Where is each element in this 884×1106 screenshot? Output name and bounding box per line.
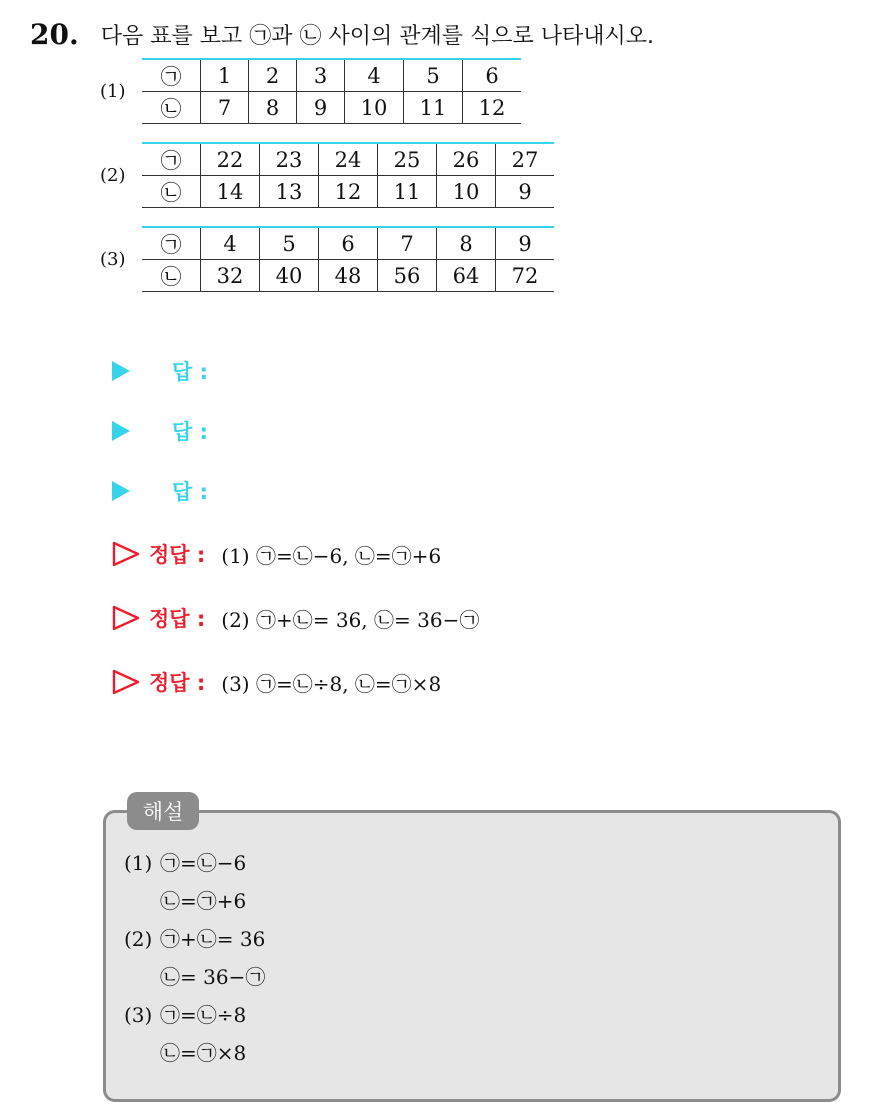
question-number: 20. [30,17,79,51]
table-cell: 2 [249,59,297,92]
table-cell: 8 [249,92,297,124]
table-cell: 9 [297,92,345,124]
table-cell: 48 [319,260,378,292]
table-row [142,227,554,260]
row-label-cell: ㉠ [142,59,201,92]
table-cell: 14 [201,176,260,208]
table-cell: 7 [201,92,249,124]
row-label-cell: ㉡ [160,264,182,289]
table-cell: 4 [201,227,260,260]
table-cell: 24 [319,143,378,176]
explanation-line [124,1000,246,1030]
table-row [142,59,521,92]
table-cell: 40 [260,260,319,292]
outline-triangle-icon [112,541,140,567]
explanation-title: 해설 [127,792,199,830]
table-cell: 7 [378,227,437,260]
table-cell: 72 [496,260,555,292]
value-table [142,142,554,208]
solution-row-2 [112,602,479,634]
table-row [142,143,554,176]
row-label-cell: ㉡ [160,96,182,121]
explanation-line-text: ㉠=㉡−6 [160,851,247,875]
answer-row-3 [112,476,208,506]
table-cell: 25 [378,143,437,176]
play-arrow-icon [112,421,130,441]
table-cell: 32 [201,260,260,292]
explanation-line [124,886,246,916]
explanation-line [124,962,265,992]
answer-label: 답 : [172,360,208,384]
table-cell: 5 [260,227,319,260]
table-cell: 27 [496,143,555,176]
table-cell: 12 [463,92,522,124]
explanation-line [124,848,246,878]
table-cell: 56 [378,260,437,292]
table-cell: 12 [319,176,378,208]
table-cell: 4 [345,59,404,92]
table-label: (3) [100,248,126,270]
explanation-line [124,924,265,954]
answer-row-1 [112,356,208,386]
value-table [142,58,521,124]
table-row [142,92,521,124]
table-cell: 3 [297,59,345,92]
table-cell: 9 [496,176,555,208]
answer-label: 답 : [172,420,208,444]
solution-label: 정답 : [149,543,206,567]
table-cell: 10 [437,176,496,208]
table-cell: 6 [463,59,522,92]
table-row [142,260,554,292]
explanation-line-text: ㉡=㉠+6 [160,889,247,913]
row-label-cell: ㉠ [142,227,201,260]
row-label-cell: ㉡ [160,180,182,205]
table-cell: 23 [260,143,319,176]
table-row [142,176,554,208]
explanation-line-text: ㉡= 36−㉠ [160,965,266,989]
table-cell: 5 [404,59,463,92]
outline-triangle-icon [112,605,140,631]
table-cell: 6 [319,227,378,260]
table-label: (2) [100,164,126,186]
solution-row-3 [112,666,441,698]
table-cell: 9 [496,227,555,260]
solution-label: 정답 : [149,607,206,631]
answer-row-2 [112,416,208,446]
row-label-cell: ㉠ [142,143,201,176]
play-arrow-icon [112,481,130,501]
explanation-line-label: (3) [124,1003,153,1027]
table-cell: 1 [201,59,249,92]
table-cell: 64 [437,260,496,292]
explanation-line-label: (2) [124,927,153,951]
table-cell: 11 [404,92,463,124]
table-cell: 10 [345,92,404,124]
solution-label: 정답 : [149,671,206,695]
explanation-line-text: ㉠=㉡÷8 [160,1003,247,1027]
solution-text: (3) ㉠=㉡÷8, ㉡=㉠×8 [221,671,442,696]
explanation-line-label: (1) [124,851,153,875]
table-cell: 13 [260,176,319,208]
solution-text: (2) ㉠+㉡= 36, ㉡= 36−㉠ [221,607,480,632]
value-table [142,226,554,292]
table-cell: 8 [437,227,496,260]
table-cell: 22 [201,143,260,176]
question-text: 다음 표를 보고 ㉠과 ㉡ 사이의 관계를 식으로 나타내시오. [100,23,654,49]
table-cell: 26 [437,143,496,176]
table-label: (1) [100,80,126,102]
explanation-line [124,1038,246,1068]
play-arrow-icon [112,361,130,381]
solution-row-1 [112,538,441,570]
explanation-line-text: ㉠+㉡= 36 [160,927,266,951]
question-header [30,14,654,54]
table-cell: 11 [378,176,437,208]
answer-label: 답 : [172,480,208,504]
table-block-2 [100,142,554,208]
table-block-3 [100,226,554,292]
table-block-1 [100,58,521,124]
explanation-line-text: ㉡=㉠×8 [160,1041,247,1065]
outline-triangle-icon [112,669,140,695]
solution-text: (1) ㉠=㉡−6, ㉡=㉠+6 [221,543,442,568]
